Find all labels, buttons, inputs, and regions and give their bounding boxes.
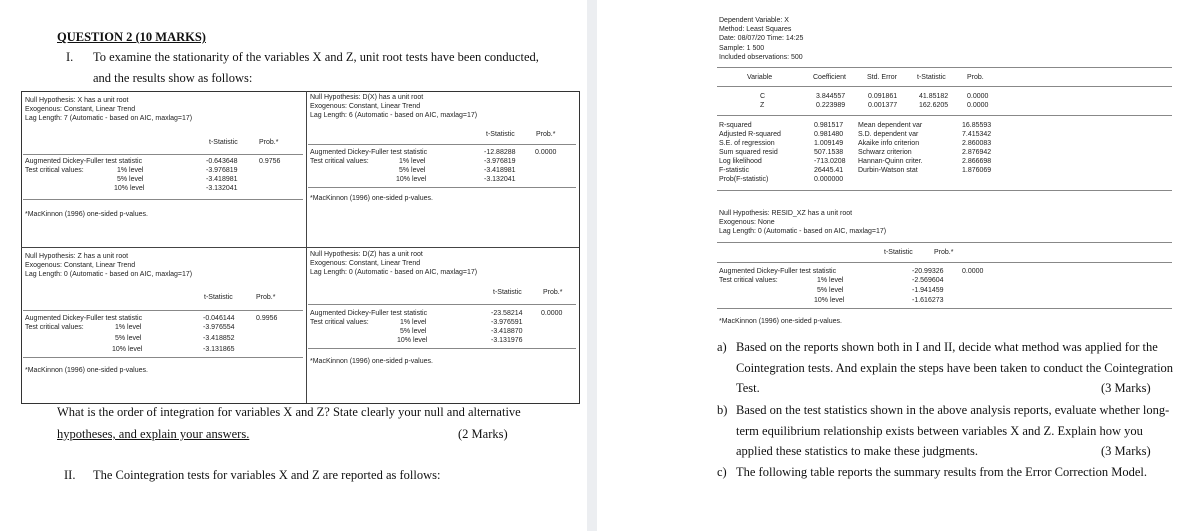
test-x-rule-bottom [23, 199, 303, 200]
stats-row: R-squared 0.981517 Mean dependent var 16.85593 [719, 122, 992, 129]
qb-line2: term equilibrium relationship exists between variables X and Z. Explain how you [736, 424, 1143, 438]
test-z-note: *MacKinnon (1996) one-sided p-values. [25, 367, 148, 374]
resid-note: *MacKinnon (1996) one-sided p-values. [719, 318, 842, 325]
test-x-crit-5: -3.418981 [206, 176, 238, 183]
left-page [0, 0, 587, 531]
qb-marks: (3 Marks) [1101, 444, 1151, 458]
coef-var: Z [760, 102, 765, 109]
test-z-crit-5: -3.418852 [203, 335, 235, 342]
coef-prob: 0.0000 [967, 102, 989, 109]
test-z-prob-header: Prob.* [256, 294, 276, 301]
resid-rule-1 [717, 242, 1172, 243]
test-dz-hypothesis: Null Hypothesis: D(Z) has a unit root Exogenous: Constant, Linear Trend Lag Length: 0 (Automatic - based on AIC, maxlag=17) [310, 251, 478, 276]
resid-adf-label: Augmented Dickey-Fuller test statistic [719, 268, 837, 275]
test-dx-crit-1: -3.976819 [484, 158, 516, 165]
test-dx-rule-top [308, 144, 576, 145]
coef-header-coefficient: Coefficient [813, 74, 846, 81]
coef-value: 3.844557 [816, 93, 846, 100]
test-dx-crit-label: Test critical values: [310, 158, 369, 165]
resid-level-10: 10% level [814, 297, 845, 304]
test-dz-crit-10: -3.131976 [491, 337, 523, 344]
test-x-tstat-header: t-Statistic [209, 139, 238, 146]
resid-crit-1: -2.569604 [912, 277, 944, 284]
test-z-adf-value: -0.046144 [203, 315, 235, 322]
qb-line1: Based on the test statistics shown in the above analysis reports, evaluate whether long- [736, 403, 1170, 417]
test-z-adf-prob: 0.9956 [256, 315, 278, 322]
coef-header-tstat: t-Statistic [917, 74, 946, 81]
coef-tstat: 162.6205 [919, 102, 949, 109]
stats-row: Adjusted R-squared 0.981480 S.D. dependent var 7.415342 [719, 131, 992, 138]
test-dx-level-1: 1% level [399, 158, 426, 165]
test-dz-rule-bottom [308, 348, 576, 349]
test-x-level-5: 5% level [117, 176, 144, 183]
qa-line3: Test. [736, 381, 760, 395]
qa-line1: Based on the reports shown both in I and II, decide what method was applied for the [736, 340, 1158, 354]
test-z-level-10: 10% level [112, 346, 143, 353]
test-dz-adf-label: Augmented Dickey-Fuller test statistic [310, 310, 428, 317]
coef-header-row [717, 73, 1172, 83]
coef-stderr: 0.091861 [868, 93, 898, 100]
test-z-level-1: 1% level [115, 324, 142, 331]
test-dx-adf-value: -12.88288 [484, 149, 516, 156]
test-dz-rule-top [308, 304, 576, 305]
test-dz-crit-5: -3.418870 [491, 328, 523, 335]
test-x-level-10: 10% level [114, 185, 145, 192]
question-title: QUESTION 2 (10 MARKS) [57, 30, 206, 44]
coef-row-z [717, 101, 1172, 110]
test-dz-adf-value: -23.58214 [491, 310, 523, 317]
test-dz-note: *MacKinnon (1996) one-sided p-values. [310, 358, 433, 365]
resid-level-5: 5% level [817, 287, 844, 294]
stats-row: F-statistic 26445.41 Durbin-Watson stat 1.876069 [719, 167, 992, 174]
coef-tstat: 41.85182 [919, 93, 949, 100]
reg-stats [719, 121, 1174, 191]
question-order-marks: (2 Marks) [458, 427, 508, 441]
test-dz-level-1: 1% level [400, 319, 427, 326]
resid-crit-label: Test critical values: [719, 277, 778, 284]
resid-crit-10: -1.616273 [912, 297, 944, 304]
qa-line2: Cointegration tests. And explain the steps have been taken to conduct the Cointegration [736, 361, 1174, 375]
reg-rule-3 [717, 115, 1172, 116]
test-x-prob-header: Prob.* [259, 139, 279, 146]
test-dx-level-10: 10% level [396, 176, 427, 183]
test-x-rule-top [23, 154, 303, 155]
resid-crit-5: -1.941459 [912, 287, 944, 294]
test-z-tstat-header: t-Statistic [204, 294, 233, 301]
test-z-hypothesis: Null Hypothesis: Z has a unit root Exogenous: Constant, Linear Trend Lag Length: 0 (Automatic - based on AIC, maxlag=17) [25, 253, 193, 278]
resid-rule-3 [717, 308, 1172, 309]
resid-prob-header: Prob.* [934, 249, 954, 256]
test-dz-level-5: 5% level [400, 328, 427, 335]
grid-horizontal-divider [21, 247, 579, 248]
question-order-line2: hypotheses, and explain your answers. [57, 427, 250, 441]
test-dx-level-5: 5% level [399, 167, 426, 174]
test-dx-adf-label: Augmented Dickey-Fuller test statistic [310, 149, 428, 156]
qc-label: c) [717, 465, 727, 479]
part-i-line2: and the results show as follows: [93, 71, 253, 85]
test-dx-crit-10: -3.132041 [484, 176, 516, 183]
test-x-level-1: 1% level [117, 167, 144, 174]
test-dz-adf-prob: 0.0000 [541, 310, 563, 317]
test-x-note: *MacKinnon (1996) one-sided p-values. [25, 211, 148, 218]
test-x-adf-value: -0.643648 [206, 158, 238, 165]
reg-rule-1 [717, 67, 1172, 68]
test-z-rule-top [23, 310, 303, 311]
resid-tstat-header: t-Statistic [884, 249, 913, 256]
stats-row: Prob(F-statistic) 0.000000 [719, 176, 844, 183]
test-dz-prob-header: Prob.* [543, 289, 563, 296]
test-dx-adf-prob: 0.0000 [535, 149, 557, 156]
qa-marks: (3 Marks) [1101, 381, 1151, 395]
test-z-crit-10: -3.131865 [203, 346, 235, 353]
qc-line1: The following table reports the summary results from the Error Correction Model. [736, 465, 1148, 479]
stats-row: S.E. of regression 1.009149 Akaike info criterion 2.860083 [719, 140, 992, 147]
qb-line3: applied these statistics to make these judgments. [736, 444, 978, 458]
coef-var: C [760, 93, 766, 100]
part-ii-text: The Cointegration tests for variables X and Z are reported as follows: [93, 468, 441, 482]
coef-header-variable: Variable [747, 74, 773, 81]
stats-row: Log likelihood -713.0208 Hannan-Quinn criter. 2.866698 [719, 158, 992, 165]
coef-prob: 0.0000 [967, 93, 989, 100]
resid-adf-prob: 0.0000 [962, 268, 984, 275]
test-z-level-5: 5% level [115, 335, 142, 342]
reg-rule-2 [717, 86, 1172, 87]
qb-label: b) [717, 403, 728, 417]
test-dx-hypothesis: Null Hypothesis: D(X) has a unit root Exogenous: Constant, Linear Trend Lag Length: 6 (Automatic - based on AIC, maxlag=17) [310, 94, 478, 119]
coef-stderr: 0.001377 [868, 102, 898, 109]
test-dz-crit-1: -3.976591 [491, 319, 523, 326]
regression-header: Dependent Variable: X Method: Least Squares Date: 08/07/20 Time: 14:25 Sample: 1 500 Included observations: 500 [719, 17, 804, 61]
test-x-crit-10: -3.132041 [206, 185, 238, 192]
test-dx-crit-5: -3.418981 [484, 167, 516, 174]
part-i-numeral: I. [66, 50, 74, 64]
test-z-adf-label: Augmented Dickey-Fuller test statistic [25, 315, 143, 322]
part-ii-numeral: II. [64, 468, 76, 482]
test-z-rule-bottom [23, 357, 303, 358]
resid-test-hypothesis: Null Hypothesis: RESID_XZ has a unit root Exogenous: None Lag Length: 0 (Automatic - based on AIC, maxlag=17) [719, 210, 887, 235]
test-dx-prob-header: Prob.* [536, 131, 556, 138]
test-z-crit-label: Test critical values: [25, 324, 84, 331]
test-x-crit-label: Test critical values: [25, 167, 84, 174]
resid-level-1: 1% level [817, 277, 844, 284]
coef-header-prob: Prob. [967, 74, 984, 81]
qa-label: a) [717, 340, 727, 354]
coef-value: 0.223989 [816, 102, 846, 109]
resid-rule-2 [717, 262, 1172, 263]
test-z-crit-1: -3.976554 [203, 324, 235, 331]
test-dx-rule-bottom [308, 187, 576, 188]
coef-row-c [717, 92, 1172, 101]
test-x-crit-1: -3.976819 [206, 167, 238, 174]
question-order-line1: What is the order of integration for variables X and Z? State clearly your null and alternative [57, 405, 521, 419]
resid-adf-value: -20.99326 [912, 268, 944, 275]
test-x-adf-prob: 0.9756 [259, 158, 281, 165]
test-x-hypothesis: Null Hypothesis: X has a unit root Exogenous: Constant, Linear Trend Lag Length: 7 (Automatic - based on AIC, maxlag=17) [25, 97, 193, 122]
test-dz-level-10: 10% level [397, 337, 428, 344]
test-x-adf-label: Augmented Dickey-Fuller test statistic [25, 158, 143, 165]
test-dx-note: *MacKinnon (1996) one-sided p-values. [310, 195, 433, 202]
right-page [597, 0, 1177, 531]
test-dz-tstat-header: t-Statistic [493, 289, 522, 296]
stats-row: Sum squared resid 507.1538 Schwarz criterion 2.876942 [719, 149, 992, 156]
part-i-line1: To examine the stationarity of the variables X and Z, unit root tests have been conducted, [93, 50, 539, 64]
coef-header-stderr: Std. Error [867, 74, 897, 81]
test-dz-crit-label: Test critical values: [310, 319, 369, 326]
test-dx-tstat-header: t-Statistic [486, 131, 515, 138]
reg-rule-4 [717, 190, 1172, 191]
